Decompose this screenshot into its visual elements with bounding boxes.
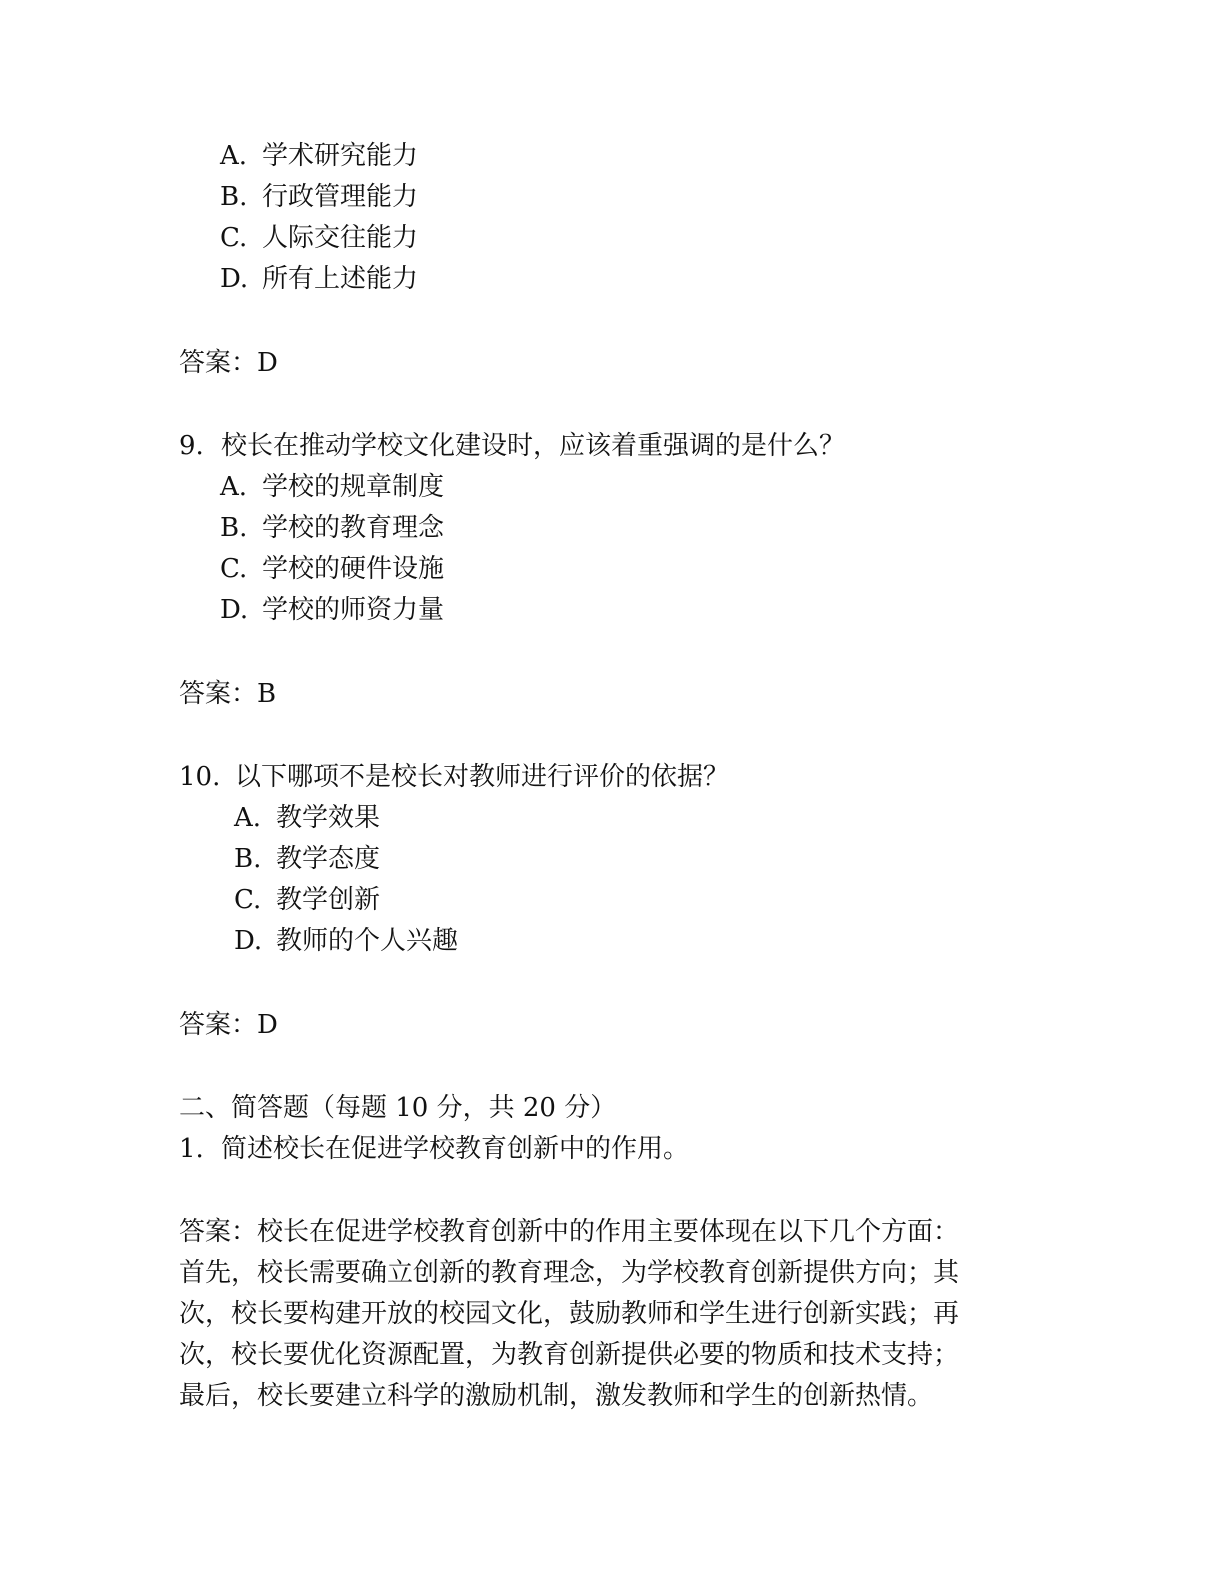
section-heading: 二、简答题（每题 10 分，共 20 分）: [179, 1093, 617, 1123]
option-text: 教学效果: [276, 803, 381, 833]
q8-option-a: [220, 139, 418, 173]
option-letter: C.: [220, 223, 248, 253]
question-text: 校长在推动学校文化建设时，应该着重强调的是什么？: [221, 431, 846, 461]
option-letter: A.: [234, 803, 262, 833]
option-letter: B.: [220, 182, 248, 212]
q9-answer: 答案：B: [179, 679, 277, 709]
question-text: 简述校长在促进学校教育创新中的作用。: [221, 1134, 690, 1164]
option-text: 学校的师资力量: [262, 595, 445, 625]
question-number: 9.: [179, 431, 204, 461]
question-number: 1.: [179, 1134, 204, 1164]
sa-answer-line: 答案：校长在促进学校教育创新中的作用主要体现在以下几个方面：: [179, 1217, 960, 1247]
option-text: 所有上述能力: [262, 264, 419, 294]
q9-option-a: [220, 470, 444, 504]
option-letter: C.: [220, 554, 248, 584]
q10-option-c: [234, 883, 380, 917]
option-text: 行政管理能力: [262, 182, 419, 212]
question-text: 以下哪项不是校长对教师进行评价的依据？: [235, 762, 730, 792]
option-letter: A.: [220, 472, 248, 502]
option-letter: C.: [234, 885, 262, 915]
option-text: 教学创新: [276, 885, 381, 915]
option-text: 人际交往能力: [262, 223, 419, 253]
q9-option-d: [220, 593, 444, 627]
option-text: 学术研究能力: [262, 141, 419, 171]
sa-answer-line: 最后，校长要建立科学的激励机制，激发教师和学生的创新热情。: [179, 1381, 934, 1411]
option-letter: D.: [234, 926, 263, 956]
q9-option-c: [220, 552, 444, 586]
sa-q1-question: [179, 1132, 689, 1166]
question-number: 10.: [179, 762, 221, 792]
option-letter: D.: [220, 264, 249, 294]
q10-option-a: [234, 801, 380, 835]
q9-question: [179, 429, 845, 463]
option-text: 学校的教育理念: [262, 513, 445, 543]
q10-option-d: [234, 924, 458, 958]
sa-answer-line: 次，校长要构建开放的校园文化，鼓励教师和学生进行创新实践；再: [179, 1299, 960, 1329]
q8-option-c: [220, 221, 418, 255]
q8-option-b: [220, 180, 418, 214]
q8-answer: 答案：D: [179, 348, 278, 378]
q10-option-b: [234, 842, 380, 876]
sa-answer-line: 首先，校长需要确立创新的教育理念，为学校教育创新提供方向；其: [179, 1258, 960, 1288]
option-text: 教师的个人兴趣: [276, 926, 459, 956]
option-text: 教学态度: [276, 844, 381, 874]
option-letter: A.: [220, 141, 248, 171]
q9-option-b: [220, 511, 444, 545]
option-text: 学校的硬件设施: [262, 554, 445, 584]
option-text: 学校的规章制度: [262, 472, 445, 502]
q10-question: [179, 760, 729, 794]
option-letter: D.: [220, 595, 249, 625]
q10-answer: 答案：D: [179, 1010, 278, 1040]
option-letter: B.: [234, 844, 262, 874]
q8-option-d: [220, 262, 418, 296]
sa-answer-line: 次，校长要优化资源配置，为教育创新提供必要的物质和技术支持；: [179, 1340, 960, 1370]
option-letter: B.: [220, 513, 248, 543]
